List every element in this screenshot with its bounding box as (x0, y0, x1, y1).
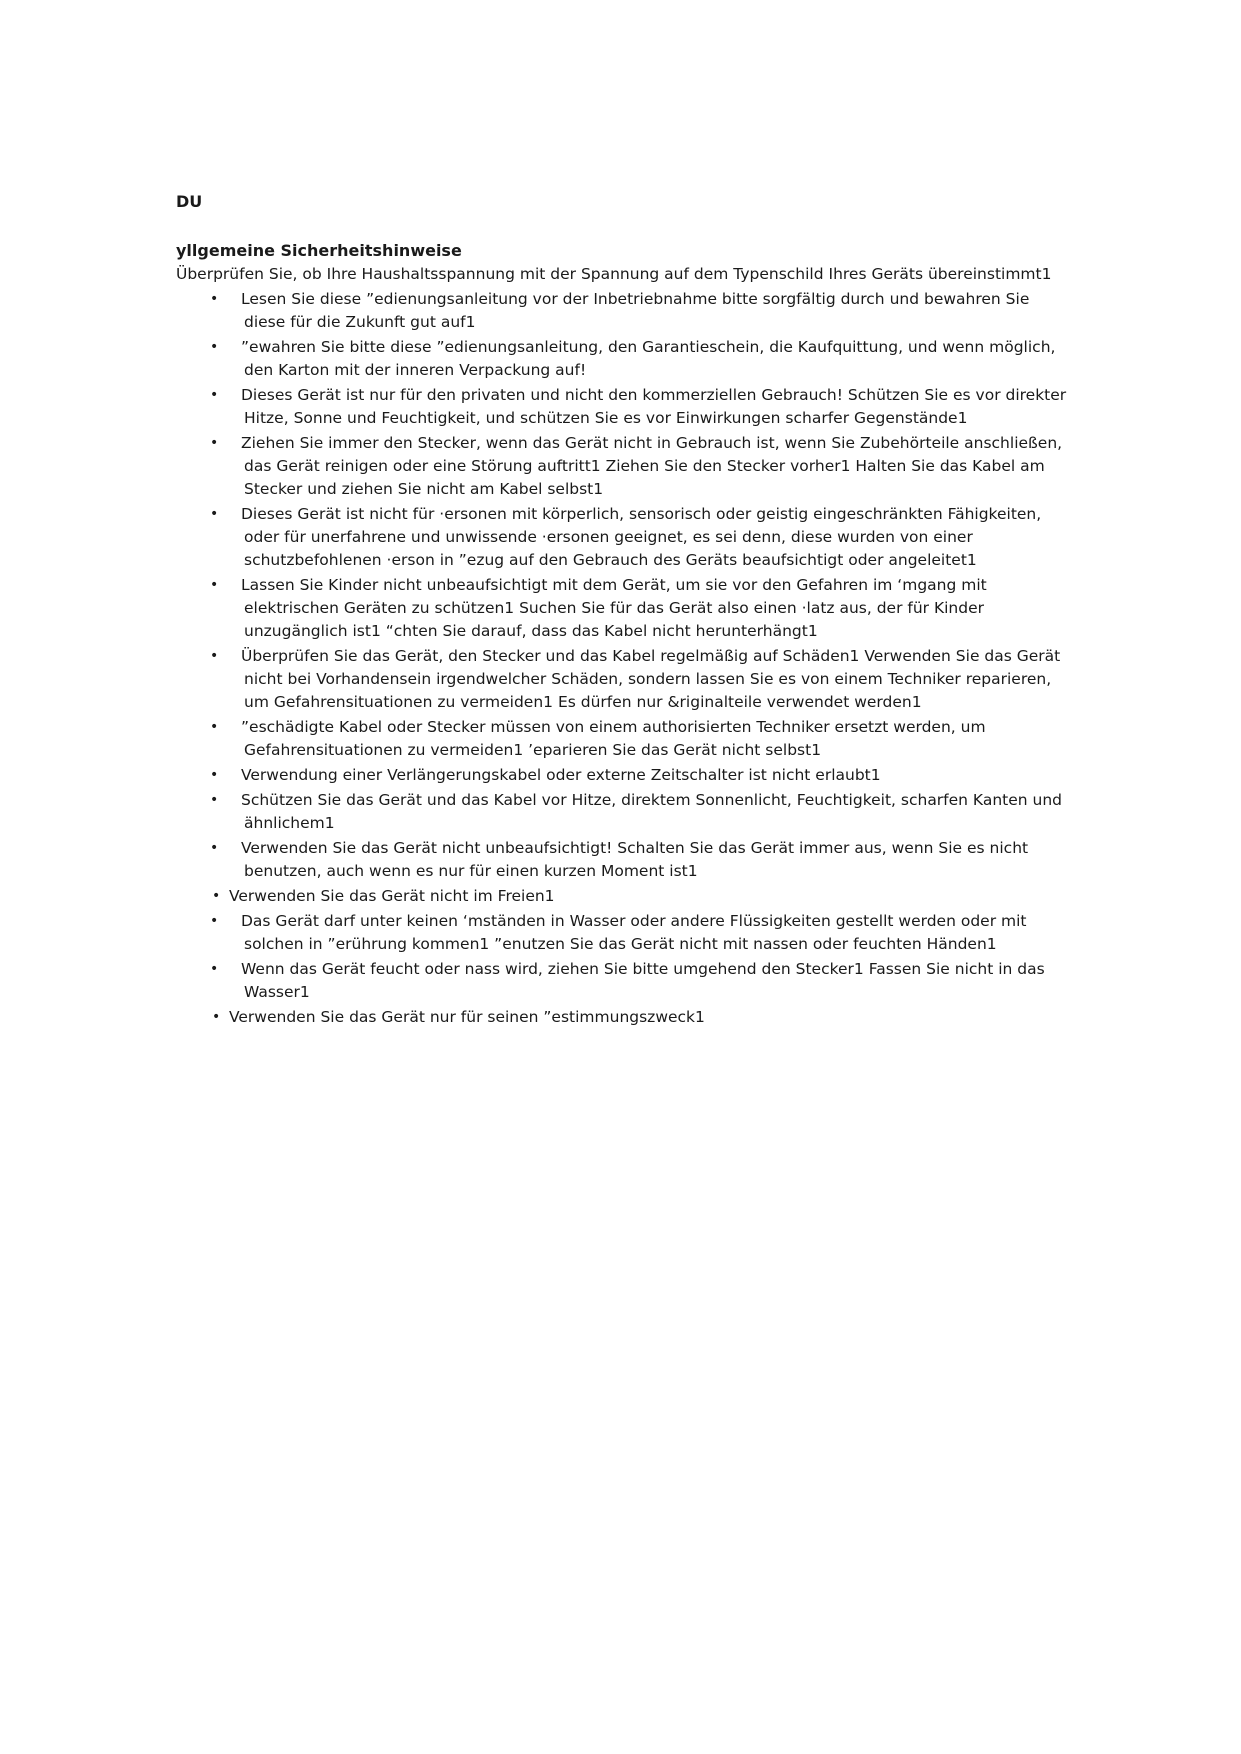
bullet-icon: • (210, 840, 219, 856)
list-item-text: Lassen Sie Kinder nicht unbeaufsichtigt mit dem Gerät, um sie vor den Gefahren im ‘mgang mit elektrischen Geräten zu schützen1 Suchen Sie für das Gerät also einen ·latz aus, der für Kinder unzugänglich ist1 “chten Sie darauf, dass das Kabel nicht herunterhängt1 (241, 576, 987, 640)
list-item-text: Wenn das Gerät feucht oder nass wird, ziehen Sie bitte umgehend den Stecker1 Fassen Sie nicht in das Wasser1 (241, 960, 1045, 1001)
list-item-text: ”eschädigte Kabel oder Stecker müssen von einem authorisierten Techniker ersetzt werden, um Gefahrensituationen zu vermeiden1 ’eparieren Sie das Gerät nicht selbst1 (241, 718, 986, 759)
bullet-icon: • (210, 648, 219, 664)
list-item (176, 910, 1076, 956)
bullet-icon: • (210, 792, 219, 808)
bullet-icon: • (210, 291, 219, 307)
list-item (176, 503, 1076, 572)
list-item-text: Das Gerät darf unter keinen ‘mständen in Wasser oder andere Flüssigkeiten gestellt werden oder mit solchen in ”erührung kommen1 ”enutzen Sie das Gerät nicht mit nassen oder feuchten Händen1 (241, 912, 1027, 953)
list-item (176, 958, 1076, 1004)
list-item (176, 789, 1076, 835)
bullet-icon: • (210, 719, 219, 735)
section-code-label: DU (176, 192, 203, 211)
bullet-icon: • (212, 888, 221, 904)
list-item-text: Überprüfen Sie das Gerät, den Stecker und das Kabel regelmäßig auf Schäden1 Verwenden Sie das Gerät nicht bei Vorhandensein irgendwelcher Schäden, sondern lassen Sie es von einem Techniker reparieren, um Gefahrensituationen zu vermeiden1 Es dürfen nur &riginalteile verwendet werden1 (241, 647, 1061, 711)
bullet-icon: • (210, 767, 219, 783)
list-item-text: Dieses Gerät ist nicht für ·ersonen mit körperlich, sensorisch oder geistig eingeschränkten Fähigkeiten, oder für unerfahrene und unwissende ·ersonen geeignet, es sei denn, diese wurden von einer schutzbefohlenen ·erson in ”ezug auf den Gebrauch des Geräts beaufsichtigt oder angeleitet1 (241, 505, 1042, 569)
bullet-icon: • (210, 913, 219, 929)
list-item (176, 716, 1076, 762)
list-item-text: Verwenden Sie das Gerät nur für seinen ”estimmungszweck1 (229, 1008, 705, 1026)
list-item (176, 885, 1076, 908)
list-item-text: Dieses Gerät ist nur für den privaten und nicht den kommerziellen Gebrauch! Schützen Sie es vor direkter Hitze, Sonne und Feuchtigkeit, und schützen Sie es vor Einwirkungen scharfer Gegenstände1 (241, 386, 1067, 427)
bullet-icon: • (212, 1009, 221, 1025)
bullet-icon: • (210, 435, 219, 451)
list-item (176, 764, 1076, 787)
list-item-text: Verwendung einer Verlängerungskabel oder externe Zeitschalter ist nicht erlaubt1 (241, 766, 881, 784)
list-item-text: Schützen Sie das Gerät und das Kabel vor Hitze, direktem Sonnenlicht, Feuchtigkeit, scharfen Kanten und ähnlichem1 (241, 791, 1062, 832)
list-item (176, 336, 1076, 382)
section-heading: yllgemeine Sicherheitshinweise (176, 241, 462, 260)
safety-section (176, 240, 1076, 1029)
list-item (176, 574, 1076, 643)
list-item-text: Ziehen Sie immer den Stecker, wenn das Gerät nicht in Gebrauch ist, wenn Sie Zubehörteile anschließen, das Gerät reinigen oder eine Störung auftritt1 Ziehen Sie den Stecker vorher1 Halten Sie das Kabel am Stecker und ziehen Sie nicht am Kabel selbst1 (241, 434, 1063, 498)
list-item-text: Lesen Sie diese ”edienungsanleitung vor der Inbetriebnahme bitte sorgfältig durch und bewahren Sie diese für die Zukunft gut auf1 (241, 290, 1030, 331)
list-item-text: ”ewahren Sie bitte diese ”edienungsanleitung, den Garantieschein, die Kaufquittung, und wenn möglich, den Karton mit der inneren Verpackung auf! (241, 338, 1056, 379)
bullet-icon: • (210, 387, 219, 403)
intro-paragraph: Überprüfen Sie, ob Ihre Haushaltsspannung mit der Spannung auf dem Typenschild Ihres Geräts übereinstimmt1 (176, 265, 1052, 283)
list-item-text: Verwenden Sie das Gerät nicht im Freien1 (229, 887, 555, 905)
bullet-icon: • (210, 506, 219, 522)
list-item (176, 384, 1076, 430)
list-item (176, 288, 1076, 334)
list-item (176, 432, 1076, 501)
bullet-icon: • (210, 339, 219, 355)
list-item-text: Verwenden Sie das Gerät nicht unbeaufsichtigt! Schalten Sie das Gerät immer aus, wenn Sie es nicht benutzen, auch wenn es nur für einen kurzen Moment ist1 (241, 839, 1029, 880)
list-item (176, 837, 1076, 883)
safety-list (176, 288, 1076, 1029)
list-item (176, 1006, 1076, 1029)
list-item (176, 645, 1076, 714)
bullet-icon: • (210, 961, 219, 977)
bullet-icon: • (210, 577, 219, 593)
